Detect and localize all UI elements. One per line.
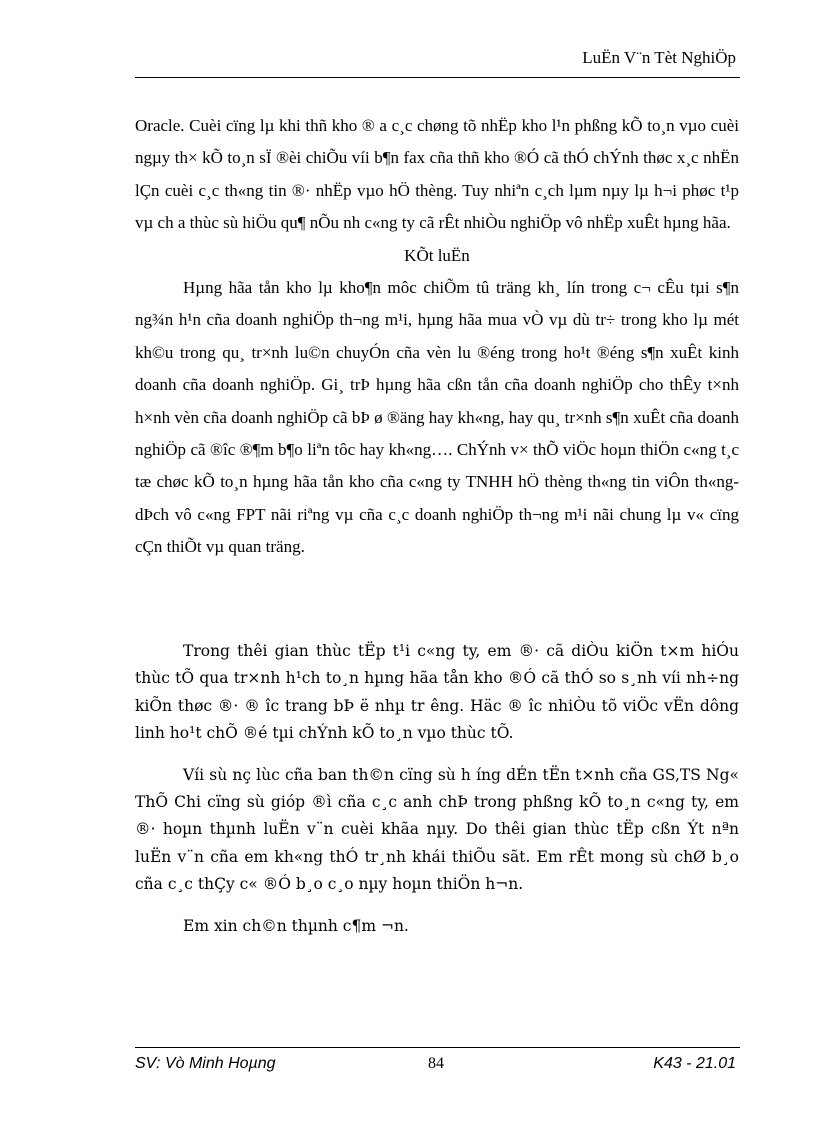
paragraph-continuation: Oracle. Cuèi cïng lµ khi thñ kho ® a c¸c chøng tõ nhËp kho l¹n phßng kÕ to¸n vµo cuèi ngµy th× kÕ to¸n sÏ ®èi chiÕu víi b¶n fax cña thñ kho ®Ó cã thÓ chÝnh thøc x¸c nhËn lÇn cuèi c¸c th«ng tin ®· nhËp vµo hÖ thèng. Tuy nhiªn c¸ch lµm nµy lµ h¬i phøc t¹p vµ ch a thùc sù hiÖu qu¶ nÕu nh c«ng ty cã rÊt nhiÒu nghiÖp vô nhËp xuÊt hµng hãa. xyxy=(135,116,739,233)
header-divider xyxy=(135,77,740,78)
lower-body xyxy=(135,638,739,940)
footer-author: SV: Vò Minh Hoµng xyxy=(135,1055,276,1072)
paragraph-conclusion-1: Hµng hãa tån kho lµ kho¶n môc chiÕm tû träng kh¸ lín trong c¬ cÊu tµi s¶n ng¾n h¹n cña doanh nghiÖp th¬ng m¹i, hµng hãa mua vÒ vµ dù tr÷ trong kho lµ mét kh©u trong qu¸ tr×nh lu©n chuyÓn cña vèn lu ®éng trong ho¹t ®éng s¶n xuÊt kinh doanh cña doanh nghiÖp. Gi¸ trÞ hµng hãa cßn tån cña doanh nghiÖp cho thÊy t×nh h×nh vèn cña doanh nghiÖp cã bÞ ø ®äng hay kh«ng, hay qu¸ tr×nh s¶n xuÊt cña doanh nghiÖp cã ®îc ®¶m b¶o liªn tôc hay kh«ng…. ChÝnh v× thÕ viÖc hoµn thiÖn c«ng t¸c tæ chøc kÕ to¸n hµng hãa tån kho cña c«ng ty TNHH hÖ thèng th«ng tin viÔn th«ng- dÞch vô c«ng FPT nãi riªng vµ cña c¸c doanh nghiÖp th¬ng m¹i nãi chung lµ v« cïng cÇn thiÕt vµ quan träng. xyxy=(135,278,739,557)
footer-divider xyxy=(135,1047,740,1048)
page-number: 84 xyxy=(428,1055,444,1072)
section-heading: KÕt luËn xyxy=(404,245,470,265)
footer-class-code: K43 - 21.01 xyxy=(653,1055,736,1072)
upper-body xyxy=(135,110,739,564)
paragraph-conclusion-2: Trong thêi gian thùc tËp t¹i c«ng ty, em ®· cã diÒu kiÖn t×m hiÓu thùc tÕ qua tr×nh h¹ch to¸n hµng hãa tån kho ®Ó cã thÓ so s¸nh víi nh÷ng kiÕn thøc ®· ® îc trang bÞ ë nhµ tr êng. Häc ® îc nhiÒu tõ viÖc vËn dông linh ho¹t chÕ ®é tµi chÝnh kÕ to¸n vµo thùc tÕ. xyxy=(135,642,739,743)
running-header-title: LuËn V¨n Tèt NghiÖp xyxy=(582,48,736,67)
paragraph-thanks: Em xin ch©n thµnh c¶m ¬n. xyxy=(183,916,409,935)
paragraph-conclusion-3: Víi sù nç lùc cña ban th©n cïng sù h íng dÉn tËn t×nh cña GS,TS Ng« ThÕ Chi cïng sù gióp ®ì cña c¸c anh chÞ trong phßng kÕ to¸n c«ng ty, em ®· hoµn thµnh luËn v¨n cuèi khãa nµy. Do thêi gian thùc tËp cßn Ýt nªn luËn v¨n cña em kh«ng thÓ tr¸nh khái thiÕu sãt. Em rÊt mong sù chØ b¸o cña c¸c thÇy c« ®Ó b¸o c¸o nµy hoµn thiÖn h¬n. xyxy=(135,765,739,894)
